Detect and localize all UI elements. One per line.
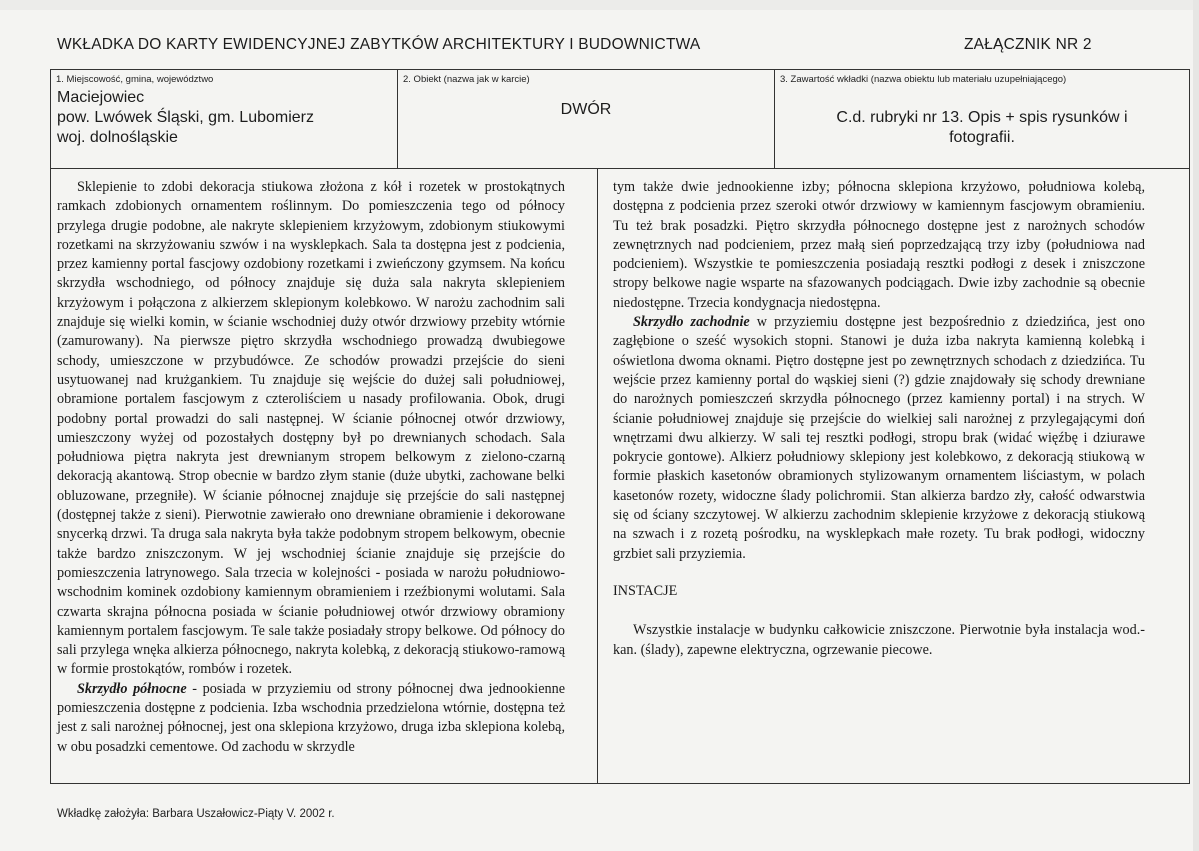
scan-edge-top xyxy=(0,0,1199,10)
location-line: pow. Lwówek Śląski, gm. Lubomierz xyxy=(57,109,314,126)
location-label: 1. Miejscowość, gmina, województwo xyxy=(56,74,214,85)
paragraph: Wszystkie instalacje w budynku całkowicie zniszczone. Pierwotnie była instalacja wod.-kan. (ślady), zapewne elektryczna, ogrzewanie piecowe. xyxy=(613,622,1145,658)
content-field xyxy=(775,70,1189,168)
form-title: WKŁADKA DO KARTY EWIDENCYJNEJ ZABYTKÓW ARCHITEKTURY I BUDOWNICTWA xyxy=(57,36,701,53)
author-note: Wkładkę założyła: Barbara Uszałowicz-Piąty V. 2002 r. xyxy=(57,808,335,820)
section-heading: INSTACJE xyxy=(613,582,678,599)
object-field xyxy=(398,70,775,168)
content-label: 3. Zawartość wkładki (nazwa obiektu lub materiału uzupełniającego) xyxy=(780,74,1067,85)
location-line: woj. dolnośląskie xyxy=(57,129,178,146)
form-frame xyxy=(50,69,1190,784)
content-value: C.d. rubryki nr 13. Opis + spis rysunków i fotografii. xyxy=(836,109,1128,146)
text-column-left xyxy=(57,178,565,757)
paragraph xyxy=(613,313,1145,564)
object-value: DWÓR xyxy=(560,101,612,118)
paragraph: tym także dwie jednookienne izby; północna sklepiona krzyżowo, południowa kolebą, dostępna z podcienia przez szeroki otwór drzwiowy w kamiennym fascjowym obramieniu. Tu też brak posadzki. Piętro skrzydła północnego dostępne jest z narożnych schodów zewnętrznych nad podcieniem, przez małą sień poprzedzającą trzy izby (południowa nad podcieniem). Wszystkie te pomieszczenia posiadają resztki podłogi z desek i zniszczone stropy belkowe nagie wsparte na sfazowanych podciągach. Dwie izby zachodnie są obecnie niedostępne. Trzecia kondygnacja niedostępna. xyxy=(613,179,1145,311)
column-divider xyxy=(597,168,598,783)
header-fields-row xyxy=(51,70,1189,169)
paragraph xyxy=(57,680,565,757)
scan-edge-right xyxy=(1193,0,1199,851)
annex-number: ZAŁĄCZNIK NR 2 xyxy=(964,36,1092,53)
section-subheading: Skrzydło zachodnie xyxy=(633,314,750,331)
location-value xyxy=(57,88,314,148)
paragraph-text: - posiada w przyziemiu od strony północnej dwa jednookienne pomieszczenia dostępne z podcienia. Izba wschodnia przedzielona wtórnie, dostępna też jest z sali narożnej północnej, jest ona sklepiona krzyżowo, druga izba sklepiona kolebą, w obu posadzki cementowe. Od zachodu w skrzydle xyxy=(57,680,565,755)
location-field xyxy=(51,70,398,168)
paragraph-text: w przyziemiu dostępne jest bezpośrednio z dziedzińca, jest ono zagłębione o sześć wysokich stopni. Stanowi je duża izba nakryta kamienną kolebką i oświetlona dwoma oknami. Piętro dostępne jest po zewnętrznych schodach z dziedzińca. Tu wejście przez kamienny portal do wąskiej sieni (?) gdzie znajdowały się schody drewniane do narożnych pomieszczeń skrzydła północnego (przez kamienny portal) i na strych. W ścianie południowej znajduje się przejście do wielkiej sali narożnej z przylegającymi doń wnętrzami dwu alkierzy. W sali tej resztki podłogi, stropu brak (widać więźbę i dziurawe pokrycie gontowe). Alkierz południowy sklepiony jest kolebkowo, z dekoracją stiukową w formie płaskich kasetonów obramionych stylizowanym ornamentem liściastym, w polach kasetonów rozety, widoczne ślady polichromii. Stan alkierza bardzo zły, całość odwarstwia się od ściany szczytowej. W alkierzu zachodnim sklepienie krzyżowe z dekoracją stiukową na szwach i z rozetą pośrodku, na wysklepkach małe rozety. Tu brak podłogi, widoczny grzbiet sali przyziemia. xyxy=(613,314,1145,562)
section-subheading: Skrzydło północne xyxy=(77,680,187,697)
location-line: Maciejowiec xyxy=(57,89,145,106)
object-label: 2. Obiekt (nazwa jak w karcie) xyxy=(403,74,530,85)
paragraph: Sklepienie to zdobi dekoracja stiukowa złożona z kół i rozetek w prostokątnych ramkach zdobionych ornamentem roślinnym. Do pomieszczenia tego od północy przylega drugie podobne, ale nakryte sklepieniem krzyżowym, zdobionym stiukowymi rozetkami na skrzyżowaniu szwów i na wysklepkach. Sala ta dostępna jest z podcienia, przez kamienny portal fascjowy ozdobiony rozetkami i zwieńczony gzymsem. Na końcu skrzydła wschodniego, od północy znajduje się duża sala nakryta sklepieniem krzyżowym i połączona z alkierzem sklepionym kolebkowo. W narożu zachodnim sali znajduje się wielki komin, w ścianie wschodniej duży otwór drzwiowy przebity wtórnie (zamurowany). Na pierwsze piętro skrzydła wschodniego prowadzą dwubiegowe schody, umieszczone w przybudówce. Ze schodów prowadzi przejście do sieni usytuowanej nad krużgankiem. Tu znajduje się wejście do dużej sali południowej, obramione portalem fascjowym z czteroliściem u nasady profilowania. Obok, drugi podobny portal prowadzi do sali następnej. W ścianie północnej otwór drzwiowy, umieszczony wyżej od pozostałych dostępny był po drewnianych schodach. Sala południowa piętra nakryta jest drewnianym stropem belkowym z zielono-czarną dekoracją akantową. Strop obecnie w bardzo złym stanie (duże ubytki, zachowane belki obluzowane, przegniłe). W ścianie północnej znajduje się przejście do sali następnej (dostępnej także z sieni). Pierwotnie zawierało ono drewniane obramienie i dekorowane snycerką drzwi. Ta druga sala nakryta była także podobnym stropem belkowym, obecnie także bardzo zniszczonym. W jej wschodniej ścianie znajduje się przejście do pomieszczenia latrynowego. Sala trzecia w kolejności - posiada w narożu południowo-wschodnim kominek ozdobiony kamiennym obramieniem i rzeźbionymi wolutami. Sala czwarta skrajna północna posiada w ścianie południowej otwór drzwiowy obramiony kamiennym portalem fascjowym. Te sale także posiadały stropy belkowe. Od północy do sali przylega wnęka alkierza północnego, nakryta kolebką, z dekoracją stiukowo-ramową w formie prostokątów, rombów i rozetek. xyxy=(57,179,565,678)
text-column-right xyxy=(613,178,1145,660)
